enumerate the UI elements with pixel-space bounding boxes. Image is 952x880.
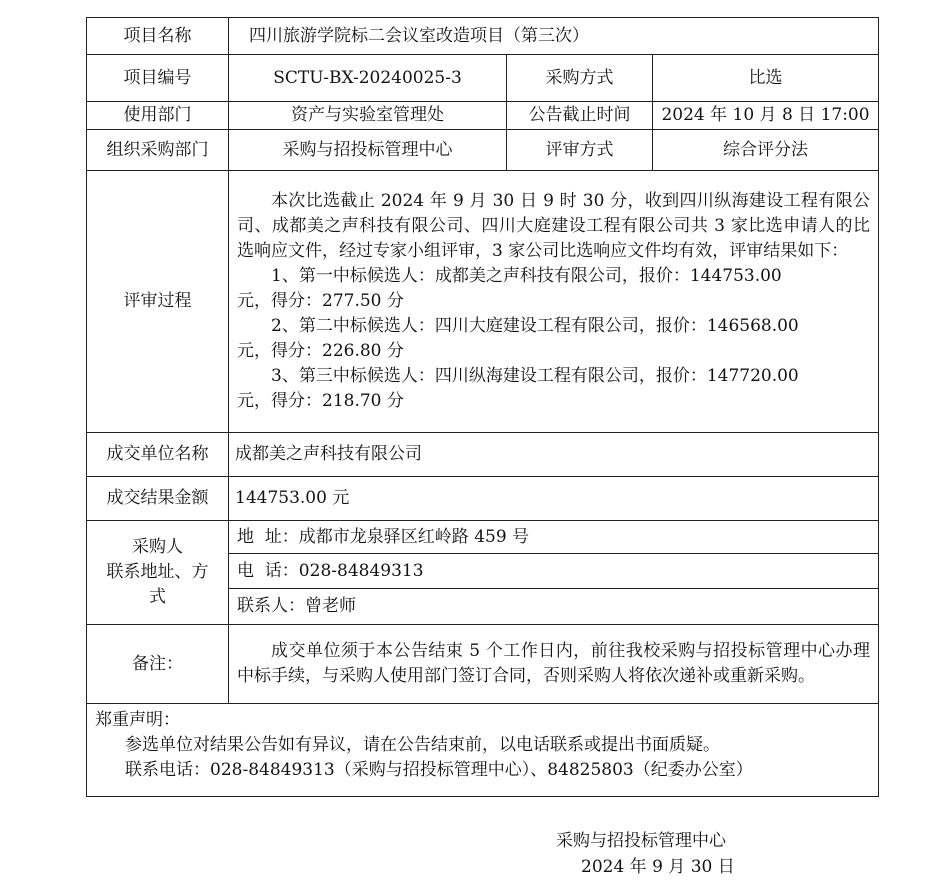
result-1-line1: 1、第一中标候选人：成都美之声科技有限公司，报价：144753.00: [271, 266, 782, 286]
note-row: [87, 625, 879, 704]
note-content: [229, 625, 879, 704]
amount-label: 成交结果金额: [87, 477, 229, 521]
review-row: [87, 171, 879, 433]
note-label: 备注：: [87, 625, 229, 704]
declaration-title: 郑重声明：: [95, 710, 180, 730]
procurement-method-label: 采购方式: [507, 55, 653, 102]
review-method-label: 评审方式: [507, 130, 653, 171]
declaration-row: [87, 704, 879, 797]
org-label: 组织采购部门: [87, 130, 229, 171]
winner-label: 成交单位名称: [87, 433, 229, 477]
note-value: 成交单位须于本公告结束 5 个工作日内，前往我校采购与招投标管理中心办理中标手续，与采购人使用部门签订合同，否则采购人将依次递补或重新采购。: [237, 641, 871, 686]
org-value: 采购与招投标管理中心: [229, 130, 507, 171]
deadline-label: 公告截止时间: [507, 102, 653, 130]
review-intro: 本次比选截止 2024 年 9 月 30 日 9 时 30 分，收到四川纵海建设工程有限公司、成都美之声科技有限公司、四川大庭建设工程有限公司共 3 家比选申请人的比选响应文件，经过专家小组评审，3 家公司比选响应文件均有效，评审结果如下：: [237, 191, 871, 261]
declaration-line2: 联系电话：028-84849313（采购与招投标管理中心）、84825803（纪委办公室）: [125, 760, 753, 780]
deadline-value: 2024 年 10 月 8 日 17:00: [653, 102, 879, 130]
contact-label-line3: 式: [149, 587, 166, 607]
result-1-line2: 元，得分：277.50 分: [237, 291, 404, 311]
org-row: [87, 130, 879, 171]
amount-row: [87, 477, 879, 521]
project-name-row: [87, 18, 879, 55]
result-2-line1: 2、第二中标候选人：四川大庭建设工程有限公司，报价：146568.00: [271, 316, 799, 336]
contact-phone: 电 话：028-84849313: [229, 553, 878, 588]
footer-date: 2024 年 9 月 30 日: [581, 857, 735, 877]
result-2-line2: 元，得分：226.80 分: [237, 341, 404, 361]
contact-address: 地 址：成都市龙泉驿区红岭路 459 号: [237, 527, 530, 547]
contact-label: [87, 521, 229, 625]
project-name-value: 四川旅游学院标二会议室改造项目（第三次）: [229, 18, 879, 55]
contact-label-line2: 联系地址、方: [106, 562, 209, 582]
contact-label-line1: 采购人: [132, 537, 183, 557]
contact-person: 联系人：曾老师: [229, 588, 878, 624]
review-method-value: 综合评分法: [653, 130, 879, 171]
project-no-label: 项目编号: [87, 55, 229, 102]
footer-org: 采购与招投标管理中心: [556, 831, 726, 851]
contact-details: [229, 521, 879, 625]
project-no-row: [87, 55, 879, 102]
contact-row: [87, 521, 879, 625]
review-label: 评审过程: [87, 171, 229, 433]
winner-value: 成都美之声科技有限公司: [229, 433, 879, 477]
declaration-line1: 参选单位对结果公告如有异议，请在公告结束前，以电话联系或提出书面质疑。: [125, 735, 720, 755]
review-content: [229, 171, 879, 433]
result-3-line1: 3、第三中标候选人：四川纵海建设工程有限公司，报价：147720.00: [271, 366, 799, 386]
result-3-line2: 元，得分：218.70 分: [237, 391, 404, 411]
winner-row: [87, 433, 879, 477]
declaration: [87, 704, 879, 797]
department-label: 使用部门: [87, 102, 229, 130]
department-row: [87, 102, 879, 130]
procurement-method-value: 比选: [653, 55, 879, 102]
amount-value: 144753.00 元: [229, 477, 879, 521]
announcement-table: [86, 17, 879, 797]
project-name-label: 项目名称: [87, 18, 229, 55]
department-value: 资产与实验室管理处: [229, 102, 507, 130]
project-no-value: SCTU-BX-20240025-3: [229, 55, 507, 102]
